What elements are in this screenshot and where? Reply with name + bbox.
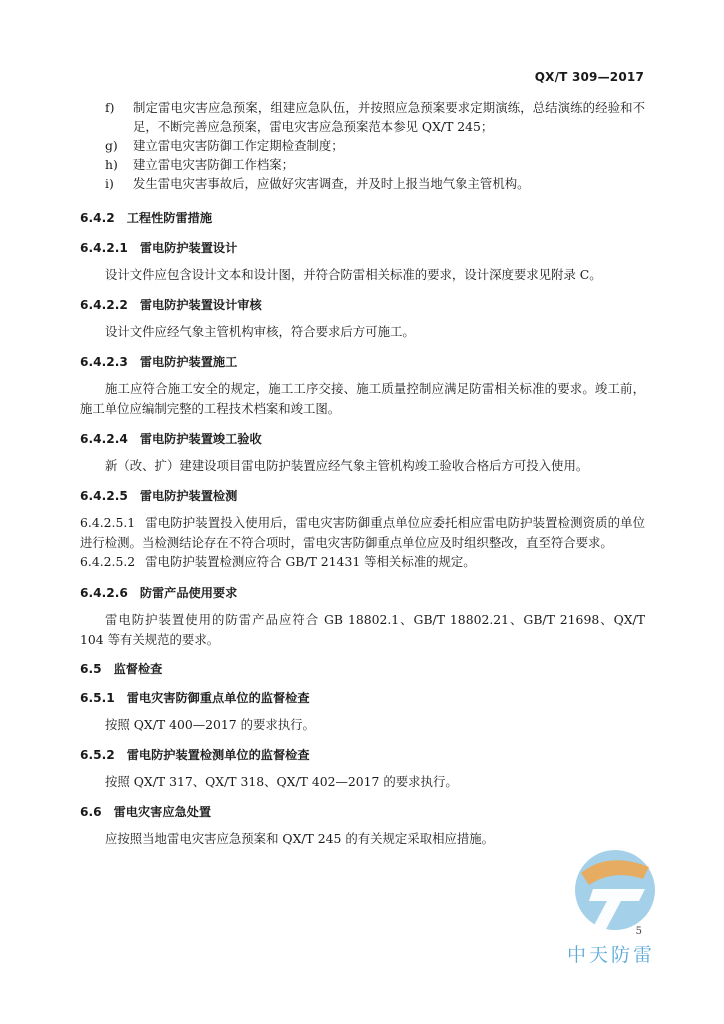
heading-6-5-1 bbox=[80, 689, 310, 706]
heading-6-4-2-3 bbox=[80, 353, 237, 370]
heading-6-4-2-1 bbox=[80, 239, 237, 256]
list-item bbox=[105, 174, 645, 193]
paragraph-6-4-2-1: 设计文件应包含设计文本和设计图，并符合防雷相关标准的要求，设计深度要求见附录 C。 bbox=[105, 267, 602, 282]
list-item bbox=[105, 155, 645, 174]
list-text: 建立雷电灾害防御工作档案； bbox=[133, 157, 295, 172]
heading-6-6 bbox=[80, 803, 211, 820]
heading-6-4-2-4 bbox=[80, 430, 262, 447]
heading-title: 雷电防护装置施工 bbox=[139, 355, 238, 369]
heading-6-4-2-2 bbox=[80, 296, 262, 313]
page-number: 5 bbox=[635, 926, 642, 937]
list-item bbox=[105, 136, 645, 155]
logo-text: 中天防雷 bbox=[567, 944, 656, 966]
list-text: 制定雷电灾害应急预案，组建应急队伍，并按照应急预案要求定期演练，总结演练的经验和不足，不断完善应急预案，雷电灾害应急预案范本参见 QX/T 245； bbox=[133, 100, 645, 134]
heading-6-5 bbox=[80, 660, 162, 677]
heading-title: 防雷产品使用要求 bbox=[139, 586, 238, 600]
heading-number: 6.4.2.6 bbox=[80, 586, 128, 600]
heading-number: 6.4.2.4 bbox=[80, 432, 128, 446]
heading-title: 工程性防雷措施 bbox=[126, 211, 213, 225]
paragraph-6-4-2-4: 新（改、扩）建建设项目雷电防护装置应经气象主管机构竣工验收合格后方可投入使用。 bbox=[105, 458, 589, 473]
heading-number: 6.5 bbox=[80, 662, 102, 676]
heading-6-4-2-6 bbox=[80, 584, 237, 601]
list-marker: f) bbox=[105, 100, 115, 115]
clause-6-4-2-5-1 bbox=[80, 513, 645, 553]
heading-title: 雷电防护装置竣工验收 bbox=[139, 432, 262, 446]
list-item bbox=[105, 98, 645, 136]
paragraph-6-4-2-6: 雷电防护装置使用的防雷产品应符合 GB 18802.1、GB/T 18802.21、GB/T 21698、QX/T 104 等有关规范的要求。 bbox=[80, 612, 645, 647]
paragraph-6-4-2-2: 设计文件应经气象主管机构审核，符合要求后方可施工。 bbox=[105, 324, 415, 339]
heading-number: 6.4.2.1 bbox=[80, 241, 128, 255]
clause-number: 6.4.2.5.1 bbox=[80, 515, 136, 530]
heading-title: 雷电防护装置检测单位的监督检查 bbox=[126, 748, 310, 762]
heading-number: 6.4.2.3 bbox=[80, 355, 128, 369]
paragraph-6-6: 应按照当地雷电灾害应急预案和 QX/T 245 的有关规定采取相应措施。 bbox=[105, 831, 495, 846]
clause-number: 6.4.2.5.2 bbox=[80, 554, 136, 569]
heading-title: 雷电防护装置设计 bbox=[139, 241, 238, 255]
list-marker: i) bbox=[105, 176, 114, 191]
standard-code: QX/T 309—2017 bbox=[534, 70, 644, 84]
heading-title: 雷电灾害防御重点单位的监督检查 bbox=[126, 691, 310, 705]
paragraph-6-5-1: 按照 QX/T 400—2017 的要求执行。 bbox=[105, 717, 315, 732]
heading-title: 雷电防护装置检测 bbox=[139, 489, 238, 503]
heading-number: 6.4.2 bbox=[80, 211, 115, 225]
list-marker: g) bbox=[105, 138, 118, 153]
requirement-list bbox=[105, 98, 645, 193]
heading-6-5-2 bbox=[80, 746, 310, 763]
clause-6-4-2-5-2 bbox=[80, 552, 645, 572]
paragraph-6-4-2-3: 施工应符合施工安全的规定，施工工序交接、施工质量控制应满足防雷相关标准的要求。竣工前，施工单位应编制完整的工程技术档案和竣工图。 bbox=[80, 381, 645, 416]
paragraph-6-5-2: 按照 QX/T 317、QX/T 318、QX/T 402—2017 的要求执行。 bbox=[105, 774, 458, 789]
zhongtian-logo-icon bbox=[563, 845, 663, 935]
heading-title: 监督检查 bbox=[113, 662, 163, 676]
list-text: 建立雷电灾害防御工作定期检查制度； bbox=[133, 138, 344, 153]
heading-number: 6.6 bbox=[80, 805, 102, 819]
heading-6-4-2 bbox=[80, 209, 212, 226]
heading-number: 6.4.2.2 bbox=[80, 298, 128, 312]
heading-6-4-2-5 bbox=[80, 487, 237, 504]
heading-number: 6.5.2 bbox=[80, 748, 115, 762]
clause-text: 雷电防护装置检测应符合 GB/T 21431 等相关标准的规定。 bbox=[145, 554, 476, 569]
clause-text: 雷电防护装置投入使用后，雷电灾害防御重点单位应委托相应雷电防护装置检测资质的单位进行检测。当检测结论存在不符合项时，雷电灾害防御重点单位应及时组织整改，直至符合要求。 bbox=[80, 515, 645, 550]
heading-number: 6.5.1 bbox=[80, 691, 115, 705]
list-marker: h) bbox=[105, 157, 118, 172]
heading-title: 雷电灾害应急处置 bbox=[113, 805, 212, 819]
list-text: 发生雷电灾害事故后，应做好灾害调查，并及时上报当地气象主管机构。 bbox=[133, 176, 530, 191]
heading-number: 6.4.2.5 bbox=[80, 489, 128, 503]
heading-title: 雷电防护装置设计审核 bbox=[139, 298, 262, 312]
